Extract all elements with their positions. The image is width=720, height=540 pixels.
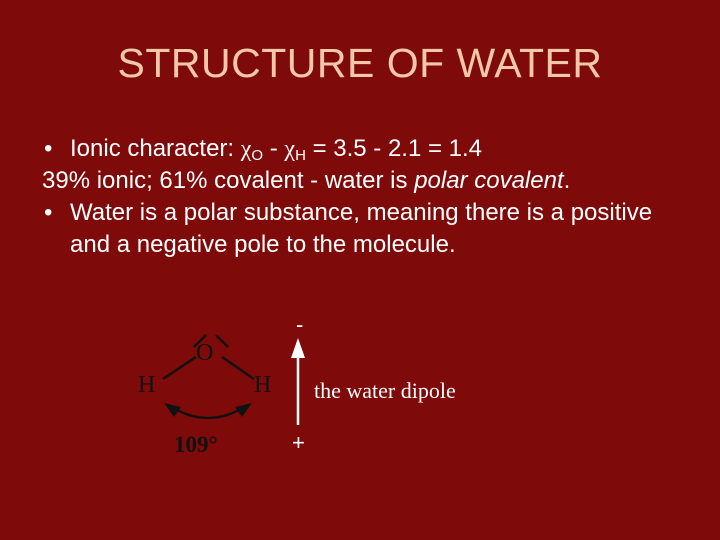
bullet-marker: • [44, 199, 53, 226]
negative-pole-label: - [296, 312, 304, 337]
bond-angle-arc [170, 406, 246, 418]
polar-covalent-emphasis: polar covalent [414, 167, 564, 194]
polar-substance-text: Water is a polar substance, meaning there is a positive and a negative pole to the molecule. [70, 199, 653, 258]
ionic-prefix: Ionic character: [70, 135, 241, 162]
line2-period: . [563, 167, 571, 194]
positive-pole-label: + [292, 430, 305, 455]
chi-symbol-o: χ [240, 136, 252, 162]
minus-sign: - [263, 135, 285, 162]
slide-title: STRUCTURE OF WATER [117, 40, 603, 86]
dipole-arrowhead [291, 338, 305, 358]
atom-oxygen: O [196, 340, 214, 366]
bond-right [222, 357, 254, 379]
angle-arrowhead-right [235, 403, 252, 417]
ionic-calculation: = 3.5 - 2.1 = 1.4 [305, 135, 483, 162]
bullet-marker: • [44, 135, 53, 162]
angle-arrowhead-left [164, 403, 181, 417]
bond-angle-label: 109° [174, 432, 218, 457]
chi-symbol-h: χ [284, 136, 296, 162]
dipole-label: the water dipole [314, 378, 456, 403]
atom-hydrogen-left: H [138, 372, 156, 398]
subscript-o: O [251, 147, 264, 164]
ionic-covalent-text: 39% ionic; 61% covalent - water is [42, 167, 415, 194]
bond-left [163, 357, 196, 379]
atom-hydrogen-right: H [254, 372, 272, 398]
subscript-h: H [295, 147, 306, 164]
